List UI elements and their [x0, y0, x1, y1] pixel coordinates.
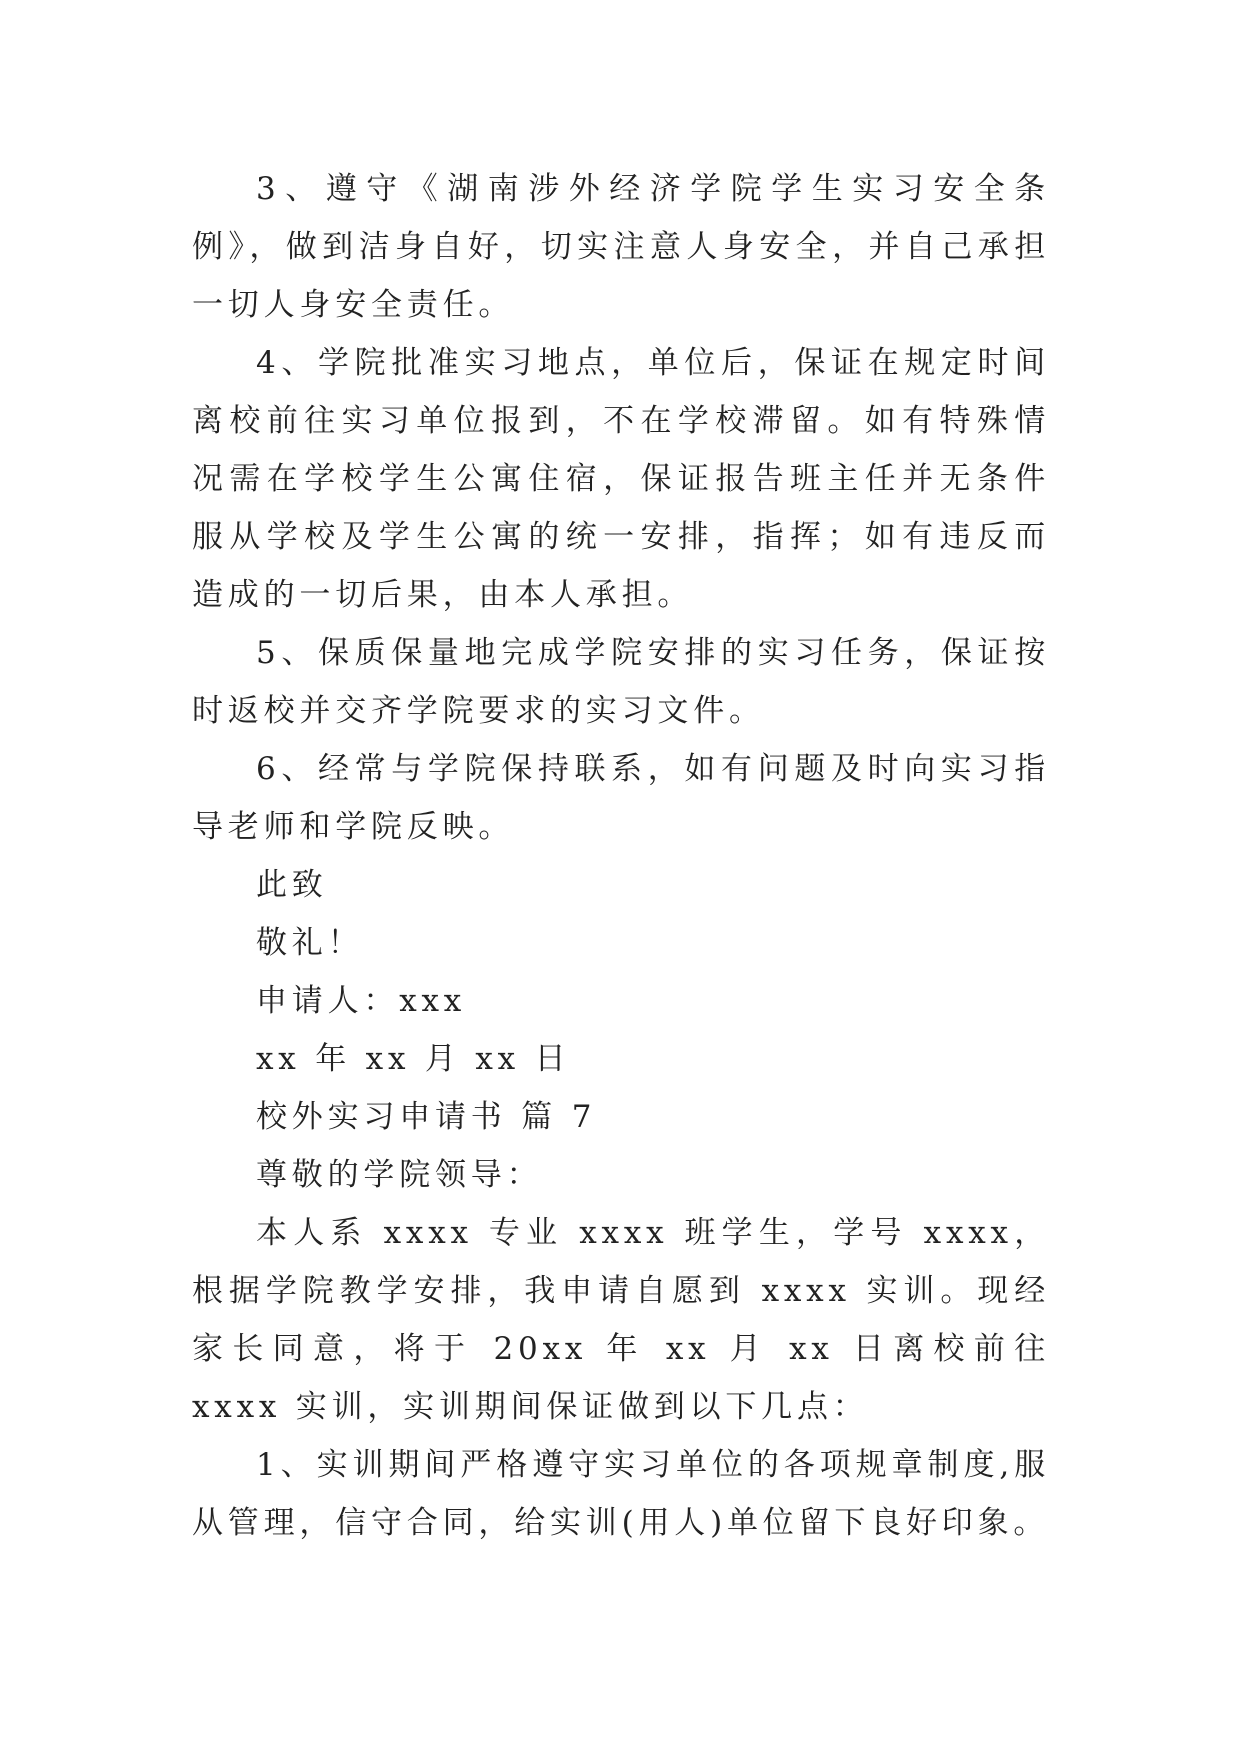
section-title: 校外实习申请书 篇 7 — [256, 1099, 597, 1135]
salutation: 尊敬的学院领导： — [256, 1157, 543, 1193]
paragraph-item-3: 3、遵守《湖南涉外经济学院学生实习安全条例》，做到洁身自好，切实注意人身安全，并自己承担一切人身安全责任。 — [192, 171, 1050, 323]
paragraph-item-5: 5、保质保量地完成学院安排的实习任务，保证按时返校并交齐学院要求的实习文件。 — [192, 635, 1050, 729]
applicant-line: 申请人：xxx — [256, 983, 467, 1019]
paragraph-item-6: 6、经常与学院保持联系，如有问题及时向实习指导老师和学院反映。 — [192, 751, 1050, 845]
document-page — [192, 160, 1050, 1552]
date-line: xx 年 xx 月 xx 日 — [256, 1041, 571, 1077]
closing-line-1: 此致 — [256, 867, 328, 903]
paragraph-item-4: 4、学院批准实习地点，单位后，保证在规定时间离校前往实习单位报到，不在学校滞留。如有特殊情况需在学校学生公寓住宿，保证报告班主任并无条件服从学校及学生公寓的统一安排，指挥；如有违反而造成的一切后果，由本人承担。 — [192, 345, 1050, 613]
body-paragraph-1: 1、实训期间严格遵守实习单位的各项规章制度,服从管理，信守合同，给实训(用人)单位留下良好印象。 — [192, 1447, 1050, 1541]
closing-line-2: 敬礼！ — [256, 925, 364, 961]
body-paragraph-intro: 本人系 xxxx 专业 xxxx 班学生，学号 xxxx，根据学院教学安排，我申请自愿到 xxxx 实训。现经家长同意，将于 20xx 年 xx 月 xx 日离校前往 xxxx 实训，实训期间保证做到以下几点： — [192, 1215, 1050, 1425]
